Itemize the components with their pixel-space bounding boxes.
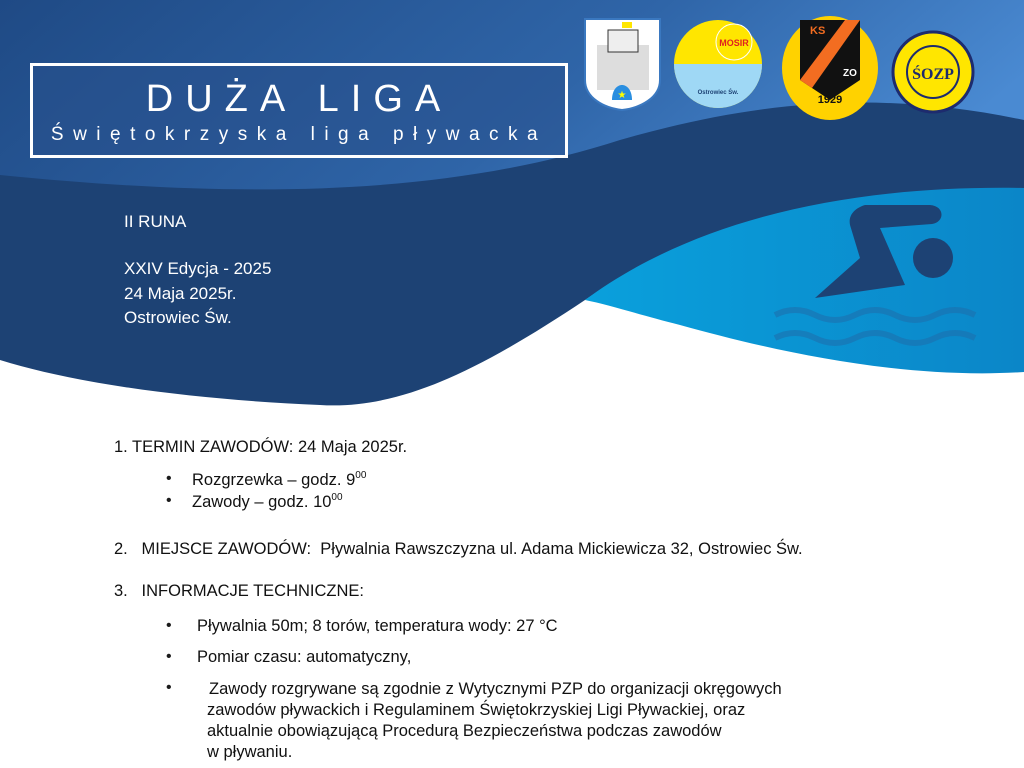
event-city: Ostrowiec Św.	[124, 308, 232, 327]
item-text: Zawody – godz. 10	[192, 493, 332, 511]
item-line: aktualnie obowiązującą Procedurą Bezpieczeństwa podczas zawodów	[207, 722, 722, 740]
page-title: DUŻA LIGA	[145, 78, 453, 120]
item-sup: 00	[355, 470, 367, 481]
section-venue	[114, 540, 803, 559]
section-heading: INFORMACJE TECHNICZNE:	[141, 582, 364, 600]
list-item	[209, 679, 782, 763]
svg-text:ZO: ZO	[843, 68, 857, 79]
section-number: 3.	[114, 582, 128, 600]
list-item: Pływalnia 50m; 8 torów, temperatura wody: 27 °C	[197, 617, 558, 635]
event-date: 24 Maja 2025r.	[124, 284, 237, 303]
mosir-logo	[674, 20, 762, 108]
section-value: Pływalnia Rawszczyzna ul. Adama Mickiewicza 32, Ostrowiec Św.	[320, 540, 803, 558]
svg-text:★: ★	[617, 90, 627, 101]
svg-text:MOSIR: MOSIR	[719, 38, 749, 48]
bullet: •	[166, 492, 172, 509]
section-heading: MIEJSCE ZAWODÓW:	[141, 540, 312, 558]
svg-text:1929: 1929	[817, 94, 843, 106]
item-line: zawodów pływackich i Regulaminem Świętokrzyskiej Ligi Pływackiej, oraz	[207, 701, 746, 719]
section-date	[114, 438, 407, 457]
svg-text:ŚOZP: ŚOZP	[912, 66, 954, 83]
section-number: 2.	[114, 540, 128, 558]
section-technical	[114, 582, 364, 601]
bullet: •	[166, 679, 172, 696]
list-item	[192, 470, 366, 490]
item-text: Rozgrzewka – godz. 9	[192, 471, 356, 489]
list-item	[192, 492, 343, 512]
section-value: 24 Maja 2025r.	[297, 438, 408, 456]
list-item: Pomiar czasu: automatyczny,	[197, 648, 412, 666]
item-line: Zawody rozgrywane są zgodnie z Wytycznymi PZP do organizacji okręgowych	[209, 680, 782, 698]
section-heading: 1. TERMIN ZAWODÓW:	[114, 438, 294, 456]
bullet: •	[166, 470, 172, 487]
bullet: •	[166, 617, 172, 634]
round-label: II RUNA	[124, 212, 187, 231]
sozp-logo	[893, 32, 973, 112]
page-subtitle: Świętokrzyska liga pływacka	[50, 124, 548, 145]
ks-zo-logo	[782, 16, 878, 120]
item-sup: 00	[331, 492, 343, 503]
bullet: •	[166, 648, 172, 665]
title-box	[30, 63, 568, 158]
edition-label: XXIV Edycja - 2025	[124, 259, 272, 278]
item-line: w pływaniu.	[207, 743, 293, 761]
city-coat-of-arms-logo	[585, 19, 660, 110]
svg-text:KS: KS	[810, 25, 826, 37]
svg-text:Ostrowiec Św.: Ostrowiec Św.	[697, 90, 739, 96]
